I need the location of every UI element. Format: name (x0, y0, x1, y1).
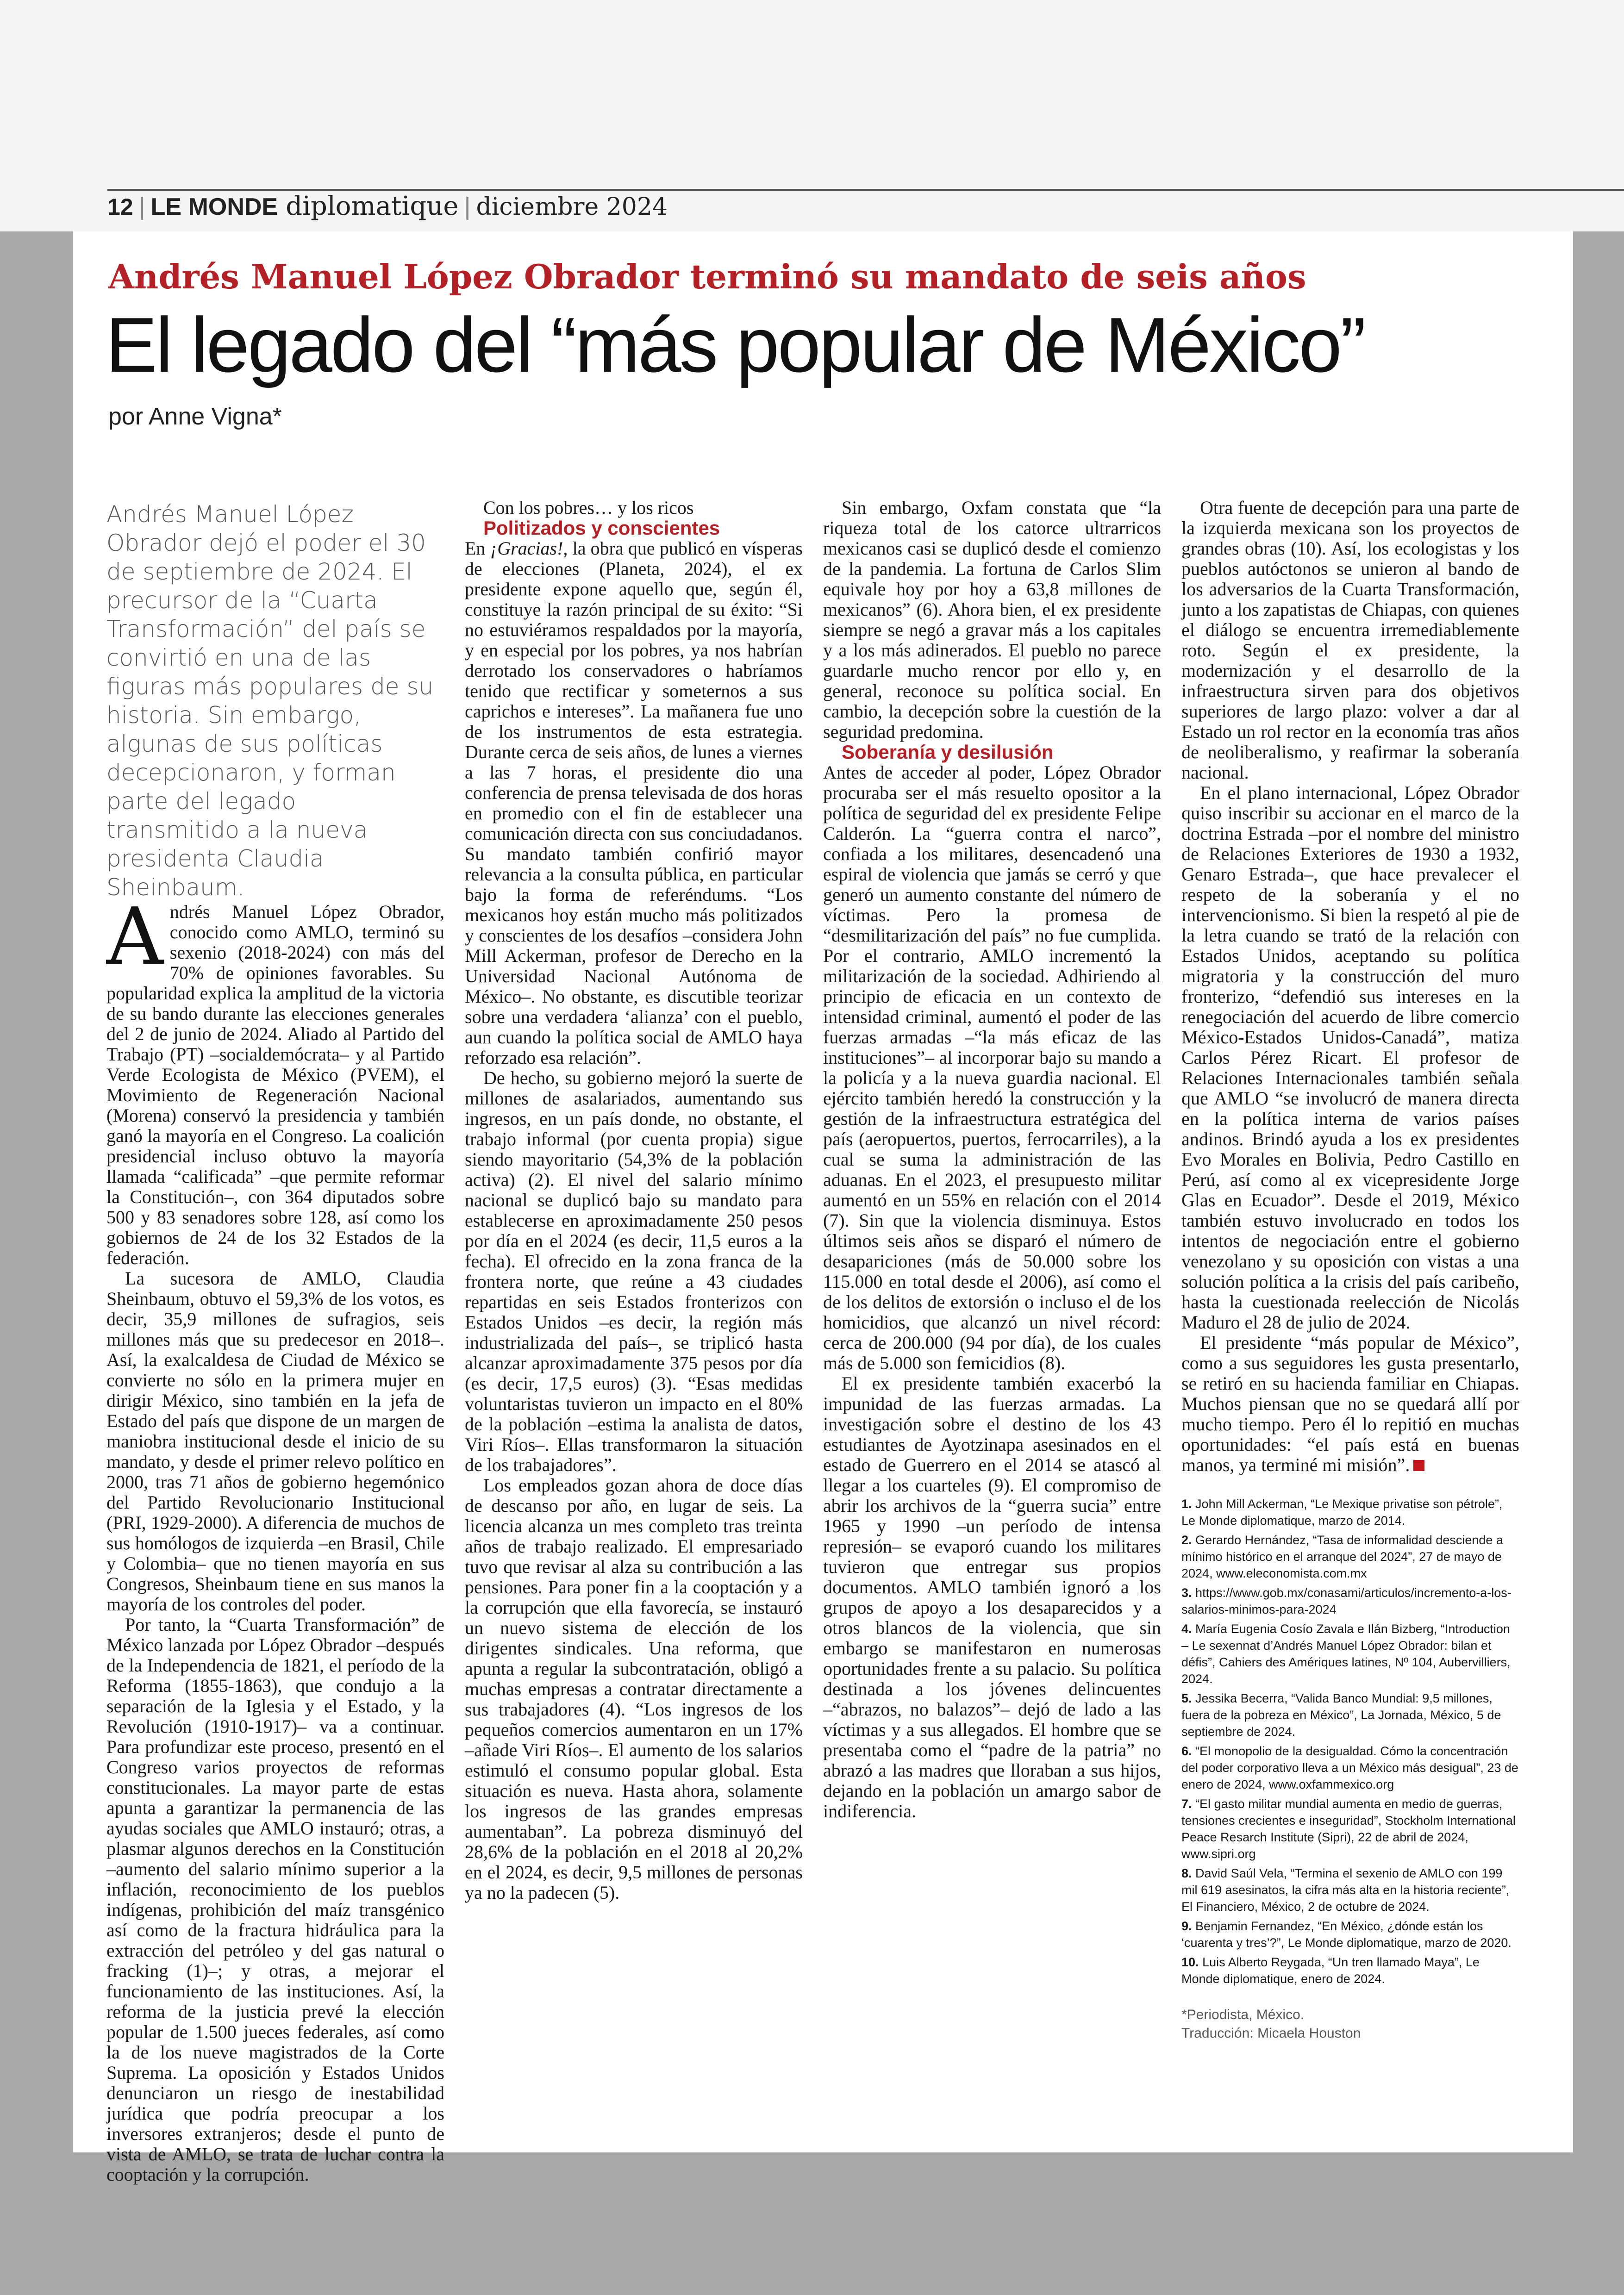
paragraph: Con los pobres… y los ricos (483, 497, 694, 518)
footnote: 8. David Saúl Vela, “Termina el sexenio de AMLO con 199 mil 619 asesinatos, la cifra más alta en la historia reciente”, El Financiero, México, 2 de octubre de 2024. (1181, 1866, 1510, 1914)
column-4 (1181, 498, 1519, 2108)
footnote: 4. María Eugenia Cosío Zavala e Ilán Bizberg, “Introduction – Le sexennat d’Andrés Manuel López Obrador: bilan et défis”, Cahiers des Amériques latines, Nº 104, Aubervilliers, 2024. (1181, 1622, 1511, 1686)
column-3 (823, 498, 1161, 2108)
brand-suffix: diplomatique (286, 191, 459, 221)
footnote: 5. Jessika Becerra, “Valida Banco Mundial: 9,5 millones, fuera de la pobreza en México”, La Jornada, México, 5 de septiembre de 2024. (1181, 1691, 1501, 1739)
author-credits (1181, 2006, 1519, 2043)
paragraph: De hecho, su gobierno mejoró la suerte de millones de asalariados, aumentando sus ingresos, en un país donde, no obstante, el trabajo informal (por cuenta propia) sigue siendo mayoritario (54,3% de la población activa) (2). El nivel del salario mínimo nacional se duplicó bajo su mandato para establecerse en aproximadamente 250 pesos por día en el 2024 (es decir, 11,5 euros a la fecha). El ofrecido en la zona franca de la frontera norte, que reúne a 43 ciudades repartidas en seis Estados fronterizos con Estados Unidos –es decir, la región más industrializada del país–, se triplicó hasta alcanzar aproximadamente 375 pesos por día (es decir, 17,5 euros) (3). “Esas medidas voluntaristas tuvieron un impacto en el 80% de la población –estima la analista de datos, Viri Ríos–. Ellas transformaron la situación de los trabajadores”. (465, 1067, 803, 1475)
section-heading: Politizados y conscientes (483, 517, 720, 539)
article-lede: Andrés Manuel López Obrador dejó el poder el 30 de septiembre de 2024. El precursor de la “Cuarta Transformación” del país se convirtió en una de las figuras más populares de su historia. Sin embargo, algunas de sus políticas decepcionaron, y forman parte del legado transmitido a la nueva presidenta Claudia Sheinbaum. (106, 501, 434, 901)
paragraph: El presidente “más popular de México”, como a sus seguidores les gusta presentarlo, se retiró en su hacienda familiar en Chiapas. Muchos piensan que no se quedará allí por mucho tiempo. Pero él lo repitió en muchas oportunidades: “el país está en buenas manos, ya terminé mi misión”. (1181, 1332, 1519, 1475)
footnote: 3. https://www.gob.mx/conasami/articulos/incremento-a-los-salarios-minimos-para-2024 (1181, 1586, 1512, 1616)
column-2 (465, 498, 803, 2108)
paragraph: La sucesora de AMLO, Claudia Sheinbaum, obtuvo el 59,3% de los votos, es decir, 35,9 millones de sufragios, seis millones más que su predecesor en 2018–. Así, la exalcaldesa de Ciudad de México se convierte no sólo en la primera mujer en dirigir México, sino también en la jefa de Estado del país que dispone de un margen de maniobra institucional desde el inicio de su mandato, y desde el primer relevo político en 2000, tras 71 años de gobierno hegemónico del Partido Revolucionario Institucional (PRI, 1929-2000). A diferencia de muchos de sus homólogos de izquierda –en Brasil, Chile y Colombia– que no tienen mayoría en sus Congresos, Sheinbaum tiene en sus manos la mayoría de los controles del poder. (106, 1268, 444, 1615)
footnote: 6. “El monopolio de la desigualdad. Cómo la concentración del poder corporativo lleva a un México más desigual”, 23 de enero de 2024, www.oxfammexico.org (1181, 1744, 1518, 1791)
article-page (73, 231, 1573, 2185)
brand-name: LE MONDE (150, 193, 278, 220)
footnote: 7. “El gasto militar mundial aumenta en medio de guerras, tensiones crecientes e inseguridad”, Stockholm International Peace Resarch Institute (Sipri), 22 de abril de 2024, www.sipri.org (1181, 1797, 1516, 1861)
footnotes (1181, 1496, 1519, 1987)
article-byline: por Anne Vigna* (108, 403, 282, 430)
paragraph: El ex presidente también exacerbó la impunidad de las fuerzas armadas. La investigación sobre el destino de los 43 estudiantes de Ayotzinapa asesinados en el estado de Guerrero en el 2014 se atascó al llegar a los cuarteles (9). El compromiso de abrir los archivos de la “guerra sucia” entre 1965 y 1990 –un período de intensa represión– se evaporó cuando los militares tuvieron que entregar sus propios documentos. AMLO también ignoró a los grupos de apoyo a los desaparecidos y a otros blancos de la violencia, que sin embargo se manifestaron en numerosas oportunidades frente a su palacio. Su política destinada a los jóvenes delincuentes –“abrazos, no balazos”– dejó de lado a las víctimas y a sus allegados. El hombre que se presentaba como el “padre de la patria” no abrazó a las madres que lloraban a sus hijos, dejando en la población un amargo sabor de indiferencia. (823, 1373, 1161, 1821)
paragraph: Sin embargo, Oxfam constata que “la riqueza total de los catorce ultrarricos mexicanos casi se duplicó desde el comienzo de la pandemia. La fortuna de Carlos Slim equivale hoy por hoy a 63,8 millones de mexicanos” (6). Ahora bien, el ex presidente siempre se negó a gravar más a los capitales y a los más adinerados. El pueblo no parece guardarle mucho rencor por ello y, en general, reconoce su política social. En cambio, la decepción sobre la cuestión de la seguridad predomina. (823, 497, 1161, 742)
footnote: 2. Gerardo Hernández, “Tasa de informalidad desciende a mínimo histórico en el arranque del 2024”, 27 de mayo de 2024, www.eleconomista.com.mx (1181, 1533, 1503, 1580)
paragraph: Antes de acceder al poder, López Obrador procuraba ser el más resuelto opositor a la política de seguridad del ex presidente Felipe Calderón. La “guerra contra el narco”, confiada a los militares, desencadenó una espiral de violencia que jamás se cerró y que generó un aumento constante del número de víctimas. Pero la promesa de “desmilitarización del país” no fue cumplida. Por el contrario, AMLO incrementó la militarización de la sociedad. Adhiriendo al principio de eficacia en un contexto de intensidad criminal, aumentó el poder de las fuerzas armadas –“la más eficaz de las instituciones”– al incorporar bajo su mando a la policía y a la nueva guardia nacional. El ejército también heredó la construcción y la gestión de la infraestructura estratégica del país (aeropuertos, puertos, ferrocarriles), a la cual se suma la administración de las aduanas. En el 2023, el presupuesto militar aumentó en un 55% en relación con el 2014 (7). Sin que la violencia disminuya. Estos últimos seis años se disparó el número de desapariciones (más de 50.000 sobre los 115.000 en total desde el 2006), así como el de los delitos de extorsión o incluso el de los homicidios, que alcanzó un nivel récord: cerca de 200.000 (94 por día), de los cuales más de 5.000 son femicidios (8). (823, 762, 1161, 1373)
paragraph: Otra fuente de decepción para una parte de la izquierda mexicana son los proyectos de grandes obras (10). Así, los ecologistas y los pueblos autóctonos se unieron al bando de los adversarios de la Cuarta Transformación, junto a los zapatistas de Chiapas, con quienes el diálogo se encuentra irremediablemente roto. Según el ex presidente, la modernización y el desarrollo de la infraestructura sirven para dos objetivos superiores de largo plazo: volver a dar al Estado un rol rector en la economía tras años de neoliberalismo, y reafirmar la soberanía nacional. (1181, 497, 1519, 783)
paragraph: En ¡Gracias!, la obra que publicó en vísperas de elecciones (Planeta, 2024), el ex presidente expone aquello que, según él, constituye la razón principal de su éxito: “Si no estuviéramos respaldados por la mayoría, y en especial por los pobres, ya nos habrían derrotado los conservadores o habríamos tenido que rectificar y someternos a sus caprichos e intereses”. La mañanera fue uno de los instrumentos de esta estrategia. Durante cerca de seis años, de lunes a viernes a las 7 horas, el presidente dio una conferencia de prensa televisada de dos horas en promedio con el fin de establecer una comunicación directa con sus conciudadanos. Su mandato también confirió mayor relevancia a la consulta pública, en particular bajo la forma de referéndums. “Los mexicanos hoy están mucho más politizados y conscientes de los desafíos –considera John Mill Ackerman, profesor de Derecho en la Universidad Nacional Autónoma de México–. No obstante, es discutible teorizar sobre una verdadera ‘alianza’ con el pueblo, aun cuando la política social de AMLO haya reforzado esa relación”. (465, 538, 803, 1068)
translator-credit: Traducción: Micaela Houston (1181, 2026, 1361, 2041)
drop-cap: A (106, 891, 163, 983)
footnote: 10. Luis Alberto Reygada, “Un tren llamado Maya”, Le Monde diplomatique, enero de 2024. (1181, 1955, 1480, 1986)
author-note: *Periodista, México. (1181, 2007, 1305, 2022)
column-1 (106, 500, 444, 2185)
page-number: 12 (107, 194, 133, 220)
section-heading: Soberanía y desilusión (842, 741, 1054, 763)
footnote: 1. John Mill Ackerman, “Le Mexique privatise son pétrole”, Le Monde diplomatique, marzo de 2014. (1181, 1497, 1503, 1528)
book-title: ¡Gracias! (490, 538, 563, 559)
paragraph: Andrés Manuel López Obrador, conocido como AMLO, terminó su sexenio (2018-2024) con más del 70% de opiniones favorables. Su popularidad explica la amplitud de la victoria de su bando durante las elecciones generales del 2 de junio de 2024. Aliado al Partido del Trabajo (PT) –socialdemócrata– y al Partido Verde Ecologista de México (PVEM), el Movimiento de Regeneración Nacional (Morena) conservó la presidencia y también ganó la mayoría en el Congreso. La coalición presidencial incluso obtuvo la mayoría llamada “calificada” –que permite reformar la Constitución–, con 364 diputados sobre 500 y 83 senadores sobre 128, así como los gobiernos de 24 de los 32 Estados de la federación. (106, 891, 444, 1268)
issue-date: diciembre 2024 (476, 193, 668, 221)
article-title: El legado del “más popular de México” (106, 301, 1364, 388)
article-kicker: Andrés Manuel López Obrador terminó su mandato de seis años (108, 257, 1306, 296)
end-mark-icon (1413, 1460, 1424, 1471)
footnote: 9. Benjamin Fernandez, “En México, ¿dónde están los ‘cuarenta y tres’?”, Le Monde diplomatique, marzo de 2020. (1181, 1919, 1512, 1950)
paragraph: En el plano internacional, López Obrador quiso inscribir su accionar en el marco de la doctrina Estrada –por el nombre del ministro de Relaciones Exteriores de 1930 a 1932, Genaro Estrada–, que hace prevalecer el respeto de la soberanía y el no intervencionismo. Si bien la respetó al pie de la letra cuando se trató de la relación con Estados Unidos, aceptando su política migratoria y la construcción del muro fronterizo, “defendió sus intereses en la renegociación del acuerdo de libre comercio México-Estados Unidos-Canadá”, matiza Carlos Pérez Ricart. El profesor de Relaciones Internacionales también señala que AMLO “se involucró de manera directa en la política interna de varios países andinos. Brindó ayuda a los ex presidentes Evo Morales en Bolivia, Pedro Castillo en Perú, así como al ex vicepresidente Jorge Glas en Ecuador”. Desde el 2019, México también estuvo involucrado en todos los intentos de negociación entre el gobierno venezolano y su oposición con vistas a una solución política a la crisis del país caribeño, hasta la cuestionada reelección de Nicolás Maduro el 28 de julio de 2024. (1181, 782, 1519, 1333)
paragraph: Por tanto, la “Cuarta Transformación” de México lanzada por López Obrador –después de la Independencia de 1821, el período de la Reforma (1855-1863), que condujo a la separación de la Iglesia y el Estado, y la Revolución (1910-1917)– va a continuar. Para profundizar este proceso, presentó en el Congreso varios proyectos de reformas constitucionales. La mayor parte de estas apunta a garantizar la permanencia de las ayudas sociales que AMLO instauró; otras, a plasmar algunos derechos en la Constitución –aumento del salario mínimo superior a la inflación, reconocimiento de los pueblos indígenas, prohibición del maíz transgénico así como de la fractura hidráulica para la extracción del petróleo y del gas natural o fracking (1)–; y otras, a mejorar el funcionamiento de las instituciones. Así, la reforma de la justicia prevé la elección popular de 1.500 jueces federales, así como la de los nueve magistrados de la Corte Suprema. La oposición y Estados Unidos denunciaron un riesgo de inestabilidad jurídica que podría preocupar a los inversores extranjeros; desde el punto de vista de AMLO, se trata de luchar contra la cooptación y la corrupción. (106, 1614, 444, 2185)
running-header: 12 | LE MONDE diplomatique | diciembre 2024 (107, 191, 668, 221)
paragraph: Los empleados gozan ahora de doce días de descanso por año, en lugar de seis. La licencia alcanza un mes completo tras treinta años de trabajo realizado. El empresariado tuvo que revisar al alza su contribución a las pensiones. Para poner fin a la cooptación y a la corrupción que ella favorecía, se instauró un nuevo sistema de elección de los dirigentes sindicales. Una reforma, que apunta a regular la subcontratación, obligó a muchas empresas a contratar directamente a sus trabajadores (4). “Los ingresos de los pequeños comercios aumentaron en un 17% –añade Viri Ríos–. El aumento de los salarios estimuló el consumo popular global. Esta situación es nueva. Hasta ahora, solamente los ingresos de las grandes empresas aumentaban”. La pobreza disminuyó del 28,6% de la población en el 2018 al 20,2% en el 2024, es decir, 9,5 millones de personas ya no la padecen (5). (465, 1475, 803, 1903)
